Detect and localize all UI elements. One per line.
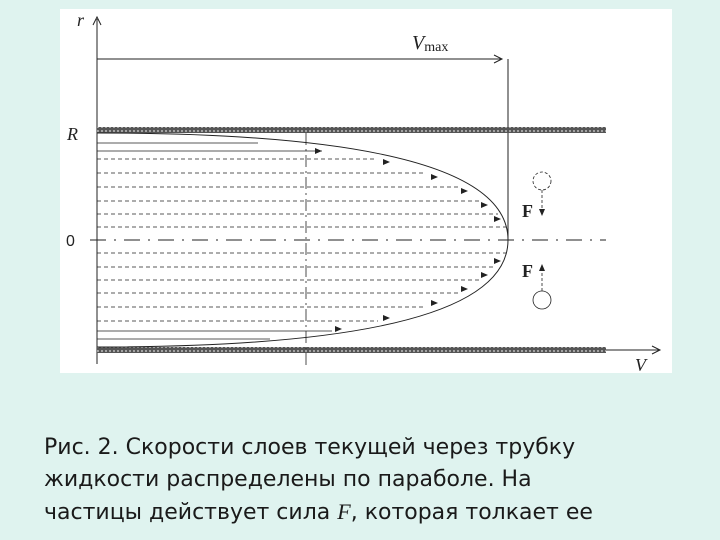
layer-arrowhead (461, 188, 468, 194)
layer-arrowhead (315, 148, 322, 154)
pipe-top-wall (97, 127, 606, 133)
force-bottom-label: F (522, 261, 533, 281)
layer-arrowhead (494, 258, 501, 264)
figure-caption (44, 432, 684, 529)
layer-arrowhead (494, 216, 501, 222)
axis-r-label: r (77, 10, 85, 30)
caption-line-2: жидкости распределены по параболе. На (44, 467, 532, 492)
layer-arrowhead (335, 326, 342, 332)
diagram-panel (60, 9, 672, 373)
particle-bottom (533, 291, 551, 309)
layer-arrowhead (461, 286, 468, 292)
layer-arrowhead (431, 174, 438, 180)
layer-arrowhead (383, 159, 390, 165)
force-arrowhead-top (539, 209, 545, 216)
force-top-label: F (522, 201, 533, 221)
axis-v-label: V (635, 355, 646, 373)
layer-arrowhead (431, 300, 438, 306)
velocity-profile-diagram (60, 9, 672, 373)
layer-arrowhead (481, 202, 488, 208)
layer-arrowhead (481, 272, 488, 278)
force-arrowhead-bottom (539, 264, 545, 271)
caption-line-1: Рис. 2. Скорости слоев текущей через трубку (44, 435, 576, 460)
layer-arrowhead (383, 315, 390, 321)
caption-line-3-start: частицы действует сила (44, 500, 338, 525)
zero-label: 0 (66, 233, 75, 250)
particle-top (533, 172, 551, 190)
radius-label: R (67, 124, 78, 144)
caption-line-3-end: , которая толкает ее (350, 500, 593, 525)
caption-force-symbol: F (337, 499, 351, 524)
vmax-label: Vmax (412, 32, 449, 55)
pipe-bottom-wall (97, 347, 606, 353)
